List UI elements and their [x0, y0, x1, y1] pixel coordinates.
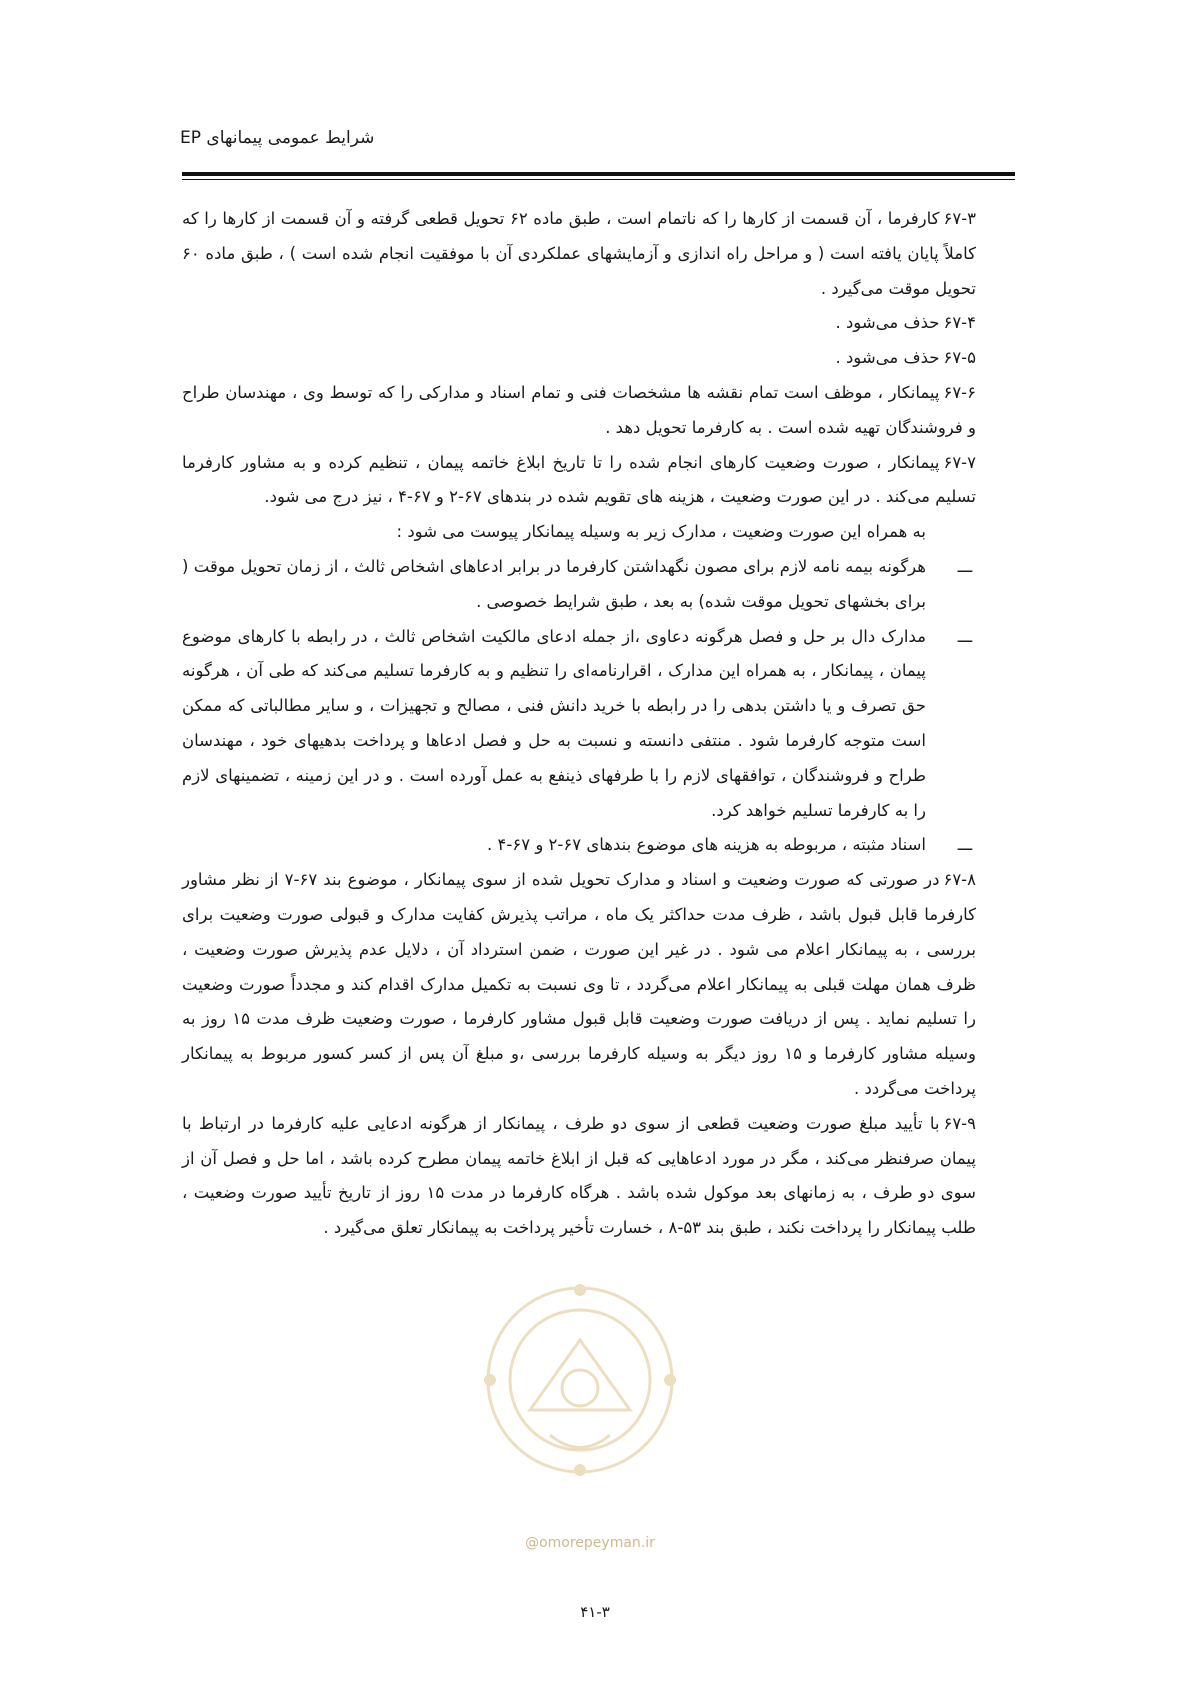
page-header-title: شرایط عمومی پیمانهای EP	[180, 128, 375, 148]
clause-paragraph	[182, 341, 976, 376]
clause-number: ۶۷-۹	[943, 1113, 976, 1133]
watermark-seal-icon	[470, 1270, 690, 1540]
bullet-item	[182, 620, 976, 829]
header-rule-thick	[182, 172, 1015, 176]
clause-text: حذف می‌شود .	[835, 348, 940, 368]
clause-number: ۶۷-۳	[943, 209, 977, 228]
clause-paragraph	[182, 446, 976, 516]
continuation-paragraph	[182, 515, 976, 550]
clause-number: ۶۷-۴	[943, 313, 976, 333]
clause-paragraph	[182, 1107, 976, 1246]
bullet-text: مدارک دال بر حل و فصل هرگونه دعاوی ،از جمله ادعای مالکیت اشخاص ثالث ، در رابطه با کارهای موضوع پیمان ، پیمانکار ، به همراه این مدارک ، اقرارنامه‌ای را تنظیم و به کارفرما تسلیم می‌کند که طی آن ، هرگونه حق تصرف و یا داشتن بدهی را در رابطه با خرید دانش فنی ، مصالح و تجهیزات ، و سایر مطالباتی که ممکن است متوجه کارفرما شود . منتفی دانسته و نسبت به حل و فصل ادعاها و پرداخت بدهیهای خود ، مهندسان طراح و فروشندگان ، توافقهای لازم را با طرفهای ذینفع به عمل آورده است . و در این زمینه ، تضمینهای لازم را به کارفرما تسلیم خواهد کرد.	[182, 626, 926, 820]
clause-number: ۶۷-۷	[943, 452, 976, 472]
bullet-text: هرگونه بیمه نامه لازم برای مصون نگهداشتن کارفرما در برابر ادعاهای اشخاص ثالث ، از زمان تحویل موقت ( برای بخشهای تحویل موقت شده) به بعد ، طبق شرایط خصوصی .	[182, 556, 926, 611]
continuation-text: به همراه این صورت وضعیت ، مدارک زیر به وسیله پیمانکار پیوست می شود :	[396, 522, 926, 542]
clause-paragraph	[182, 306, 976, 341]
clause-text: در صورتی که صورت وضعیت و اسناد و مدارک تحویل شده از سوی پیمانکار ، موضوع بند ۶۷-۷ از نظر مشاور کارفرما قابل قبول باشد ، ظرف مدت حداکثر یک ماه ، مراتب پذیرش کفایت مدارک و قبولی صورت وضعیت برای بررسی ، به پیمانکار اعلام می شود . در غیر این صورت ، ضمن استرداد آن ، دلایل عدم پذیرش صورت وضعیت ، ظرف همان مهلت قبلی به پیمانکار اعلام می‌گردد ، تا وی نسبت به تکمیل مدارک اقدام کند و مجدداً صورت وضعیت را تسلیم نماید . پس از دریافت صورت وضعیت قابل قبول مشاور کارفرما ، صورت وضعیت ظرف مدت ۱۵ روز به وسیله مشاور کارفرما و ۱۵ روز دیگر به وسیله کارفرما بررسی ،و مبلغ آن پس از کسر کسور مربوط به پیمانکار پرداخت می‌گردد .	[182, 870, 976, 1098]
bullet-dash: ـــ	[957, 556, 973, 576]
document-body	[182, 202, 976, 1246]
bullet-dash: ـــ	[957, 835, 973, 855]
page-number: ۴۱-۳	[580, 1603, 610, 1621]
clause-text: کارفرما ، آن قسمت از کارها را که ناتمام است ، طبق ماده ۶۲ تحویل قطعی گرفته و آن قسمت از کارها را که کاملاً پایان یافته است ( و مراحل راه اندازی و آزمایشهای عملکردی آن با موفقیت انجام شده است ) ، طبق ماده ۶۰ تحویل موقت می‌گیرد .	[182, 209, 976, 298]
header-rule-thin	[182, 179, 1015, 180]
clause-number: ۶۷-۵	[943, 348, 976, 368]
clause-text: با تأیید مبلغ صورت وضعیت قطعی از سوی دو طرف ، پیمانکار از هرگونه ادعایی علیه کارفرما در ارتباط با پیمان صرفنظر می‌کند ، مگر در مورد ادعاهایی که قبل از ابلاغ خاتمه پیمان مطرح کرده باشد ، اما حل و فصل آن از سوی دو طرف ، به زمانهای بعد موکول شده باشد . هرگاه کارفرما در مدت ۱۵ روز از تاریخ تأیید صورت وضعیت ، طلب پیمانکار را پرداخت نکند ، طبق بند ۵۳-۸ ، خسارت تأخیر پرداخت به پیمانکار تعلق می‌گیرد .	[182, 1113, 976, 1238]
clause-paragraph	[182, 863, 976, 1107]
clause-text: حذف می‌شود .	[835, 313, 940, 333]
watermark-text: @omorepeyman.ir	[525, 1535, 655, 1551]
clause-number: ۶۷-۶	[943, 382, 976, 402]
bullet-text: اسناد مثبته ، مربوطه به هزینه های موضوع بندهای ۶۷-۲ و ۶۷-۴ .	[487, 835, 926, 855]
clause-number: ۶۷-۸	[943, 870, 976, 890]
bullet-item	[182, 828, 976, 863]
clause-text: پیمانکار ، صورت وضعیت کارهای انجام شده را تا تاریخ ابلاغ خاتمه پیمان ، تنظیم کرده و به مشاور کارفرما تسلیم می‌کند . در این صورت وضعیت ، هزینه های تقویم شده در بندهای ۶۷-۲ و ۶۷-۴ ، نیز درج می شود.	[182, 452, 976, 507]
clause-paragraph	[182, 376, 976, 446]
clause-paragraph	[182, 202, 976, 306]
bullet-item	[182, 550, 976, 620]
bullet-dash: ـــ	[957, 626, 973, 646]
clause-text: پیمانکار ، موظف است تمام نقشه ها مشخصات فنی و تمام اسناد و مدارکی را که توسط وی ، مهندسان طراح و فروشندگان تهیه شده است . به کارفرما تحویل دهد .	[182, 382, 976, 437]
